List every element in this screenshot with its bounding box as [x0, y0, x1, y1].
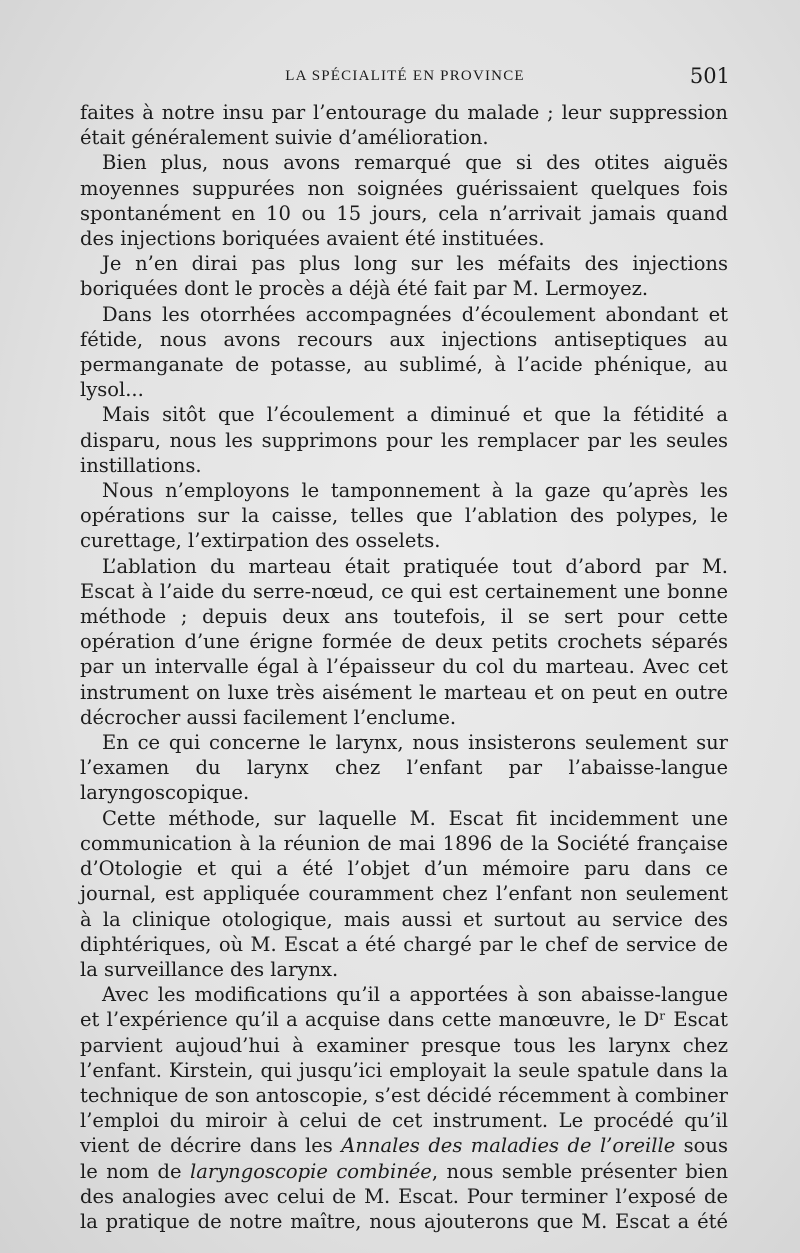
body-text	[80, 100, 728, 1234]
paragraph-10-part-1: Avec les modifications qu’il a apportées à son abaisse-langue et l’expérience qu’il a acquise dans cette manœuvre, le Dʳ Escat parvient aujoud’hui à examiner presque tous les larynx chez l’enfant. Kirstein, qui jusqu’ici employait la seule spatule dans la technique de son antoscopie, s’est décidé récemment à combiner l’emploi du miroir à celui de cet instrument. Le procédé qu’il vient de décrire dans les	[80, 983, 728, 1158]
paragraph-9: Cette méthode, sur laquelle M. Escat fit incidemment une communication à la réunion de mai 1896 de la Société française d’Otologie et qui a été l’objet d’un mémoire paru dans ce journal, est appliquée couramment chez l’enfant non seulement à la clinique otologique, mais aussi et surtout au service des diphtériques, où M. Escat a été chargé par le chef de service de la surveillance des larynx.	[80, 806, 728, 981]
paragraph-7: L’ablation du marteau était pratiquée tout d’abord par M. Escat à l’aide du serre-nœud, ce qui est certainement une bonne méthode ; depuis deux ans toutefois, il se sert pour cette opération d’une érigne formée de deux petits crochets séparés par un intervalle égal à l’épaisseur du col du marteau. Avec cet instrument on luxe très aisément le marteau et on peut en outre décrocher aussi facilement l’enclume.	[80, 554, 728, 729]
running-head	[80, 64, 730, 94]
paragraph-10	[80, 982, 728, 1234]
page-number: 501	[689, 64, 730, 88]
paragraph-3: Je n’en dirai pas plus long sur les méfaits des injections boriquées dont le procès a déjà été fait par M. Lermoyez.	[80, 252, 728, 301]
technique-name: laryngoscopie combinée	[189, 1159, 432, 1183]
paragraph-4: Dans les otorrhées accompagnées d’écoulement abondant et fétide, nous avons recours aux injections antiseptiques au permanganate de potasse, au sublimé, à l’acide phénique, au lysol...	[80, 302, 728, 402]
paragraph-2: Bien plus, nous avons remarqué que si des otites aiguës moyennes suppurées non soignées guérissaient quelques fois spontanément en 10 ou 15 jours, cela n’arrivait jamais quand des injections boriquées avaient été instituées.	[80, 151, 728, 251]
journal-title: Annales des maladies de l’oreille	[341, 1134, 676, 1158]
paragraph-6: Nous n’employons le tamponnement à la gaze qu’après les opérations sur la caisse, telles que l’ablation des polypes, le curettage, l’extirpation des osselets.	[80, 479, 728, 553]
paragraph-10-part-3: , nous semble présenter bien des analogies avec celui de M. Escat. Pour terminer l’exposé de la pratique de notre maître, nous ajouterons que M. Escat a été	[80, 1159, 729, 1233]
paragraph-8: En ce qui concerne le larynx, nous insisterons seulement sur l’examen du larynx chez l’enfant par l’abaisse-langue laryngoscopique.	[80, 731, 728, 805]
paragraph-1: faites à notre insu par l’entourage du malade ; leur suppression était généralement suivie d’amélioration.	[80, 101, 728, 150]
paragraph-10-part-2: sous le nom de	[80, 1134, 728, 1183]
paragraph-5: Mais sitôt que l’écoulement a diminué et que la fétidité a disparu, nous les supprimons pour les remplacer par les seules instillations.	[80, 403, 728, 477]
running-title: LA SPÉCIALITÉ EN PROVINCE	[285, 68, 525, 84]
